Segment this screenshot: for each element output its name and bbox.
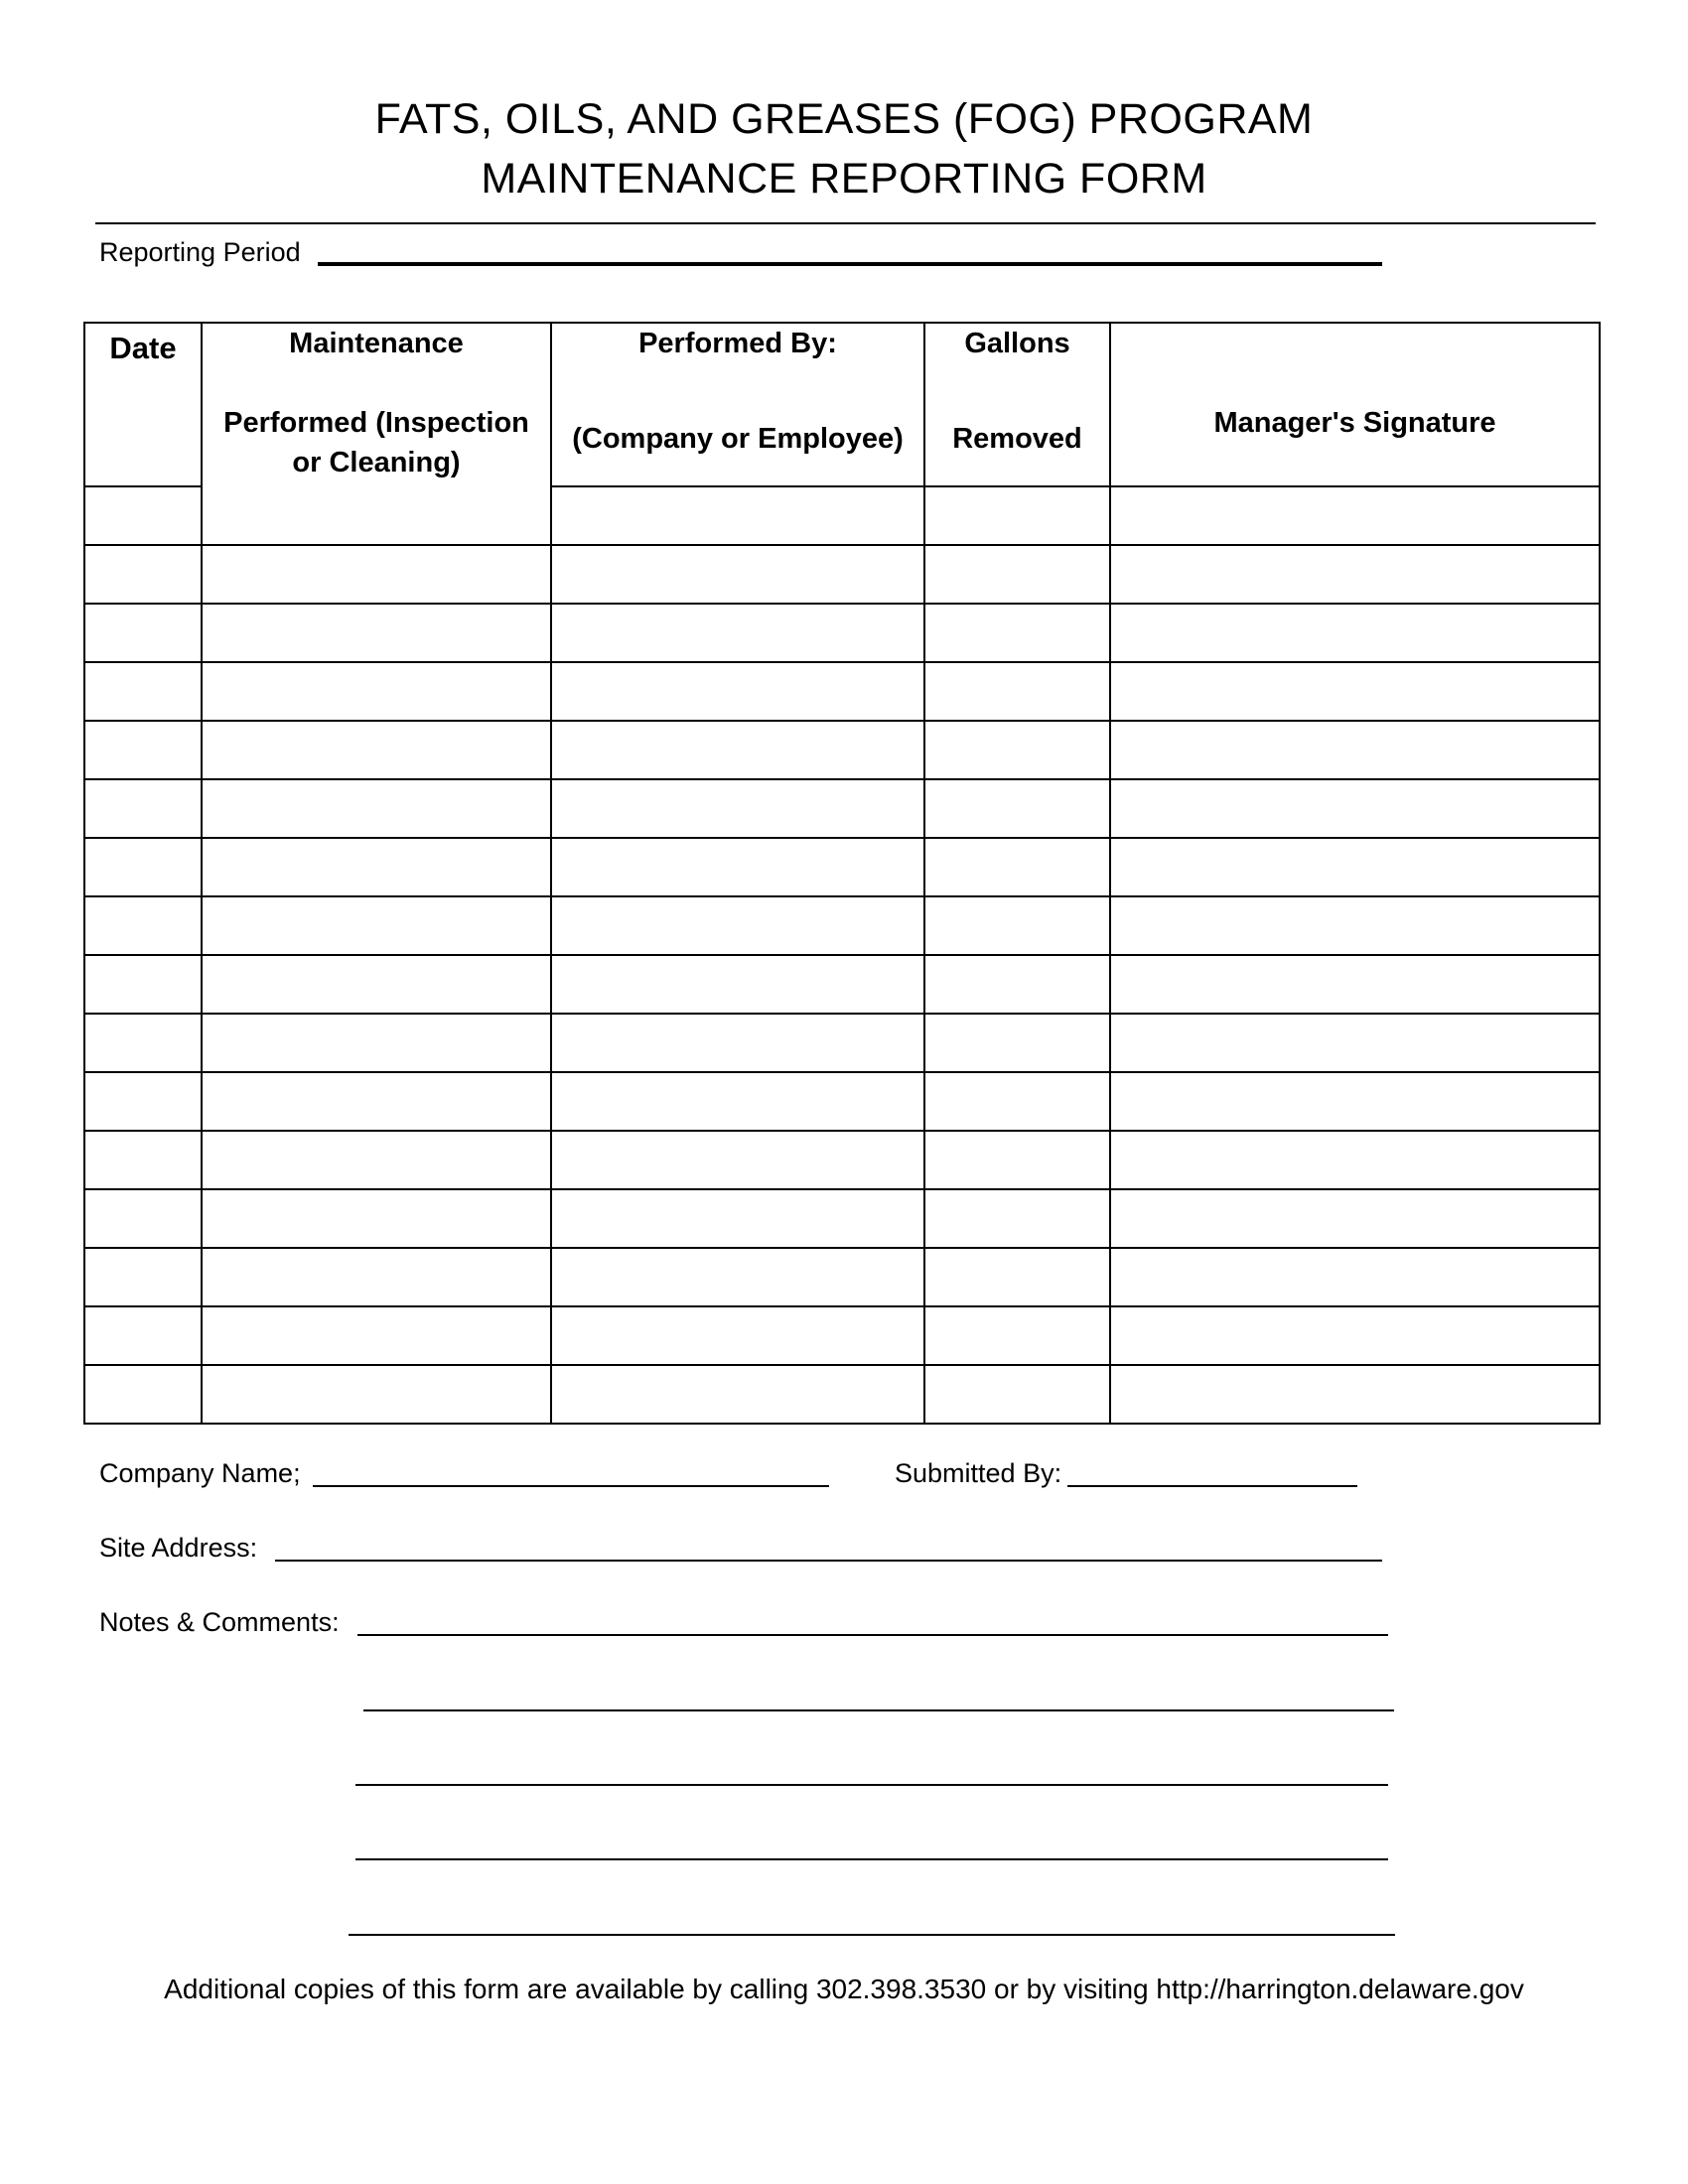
- performed-by-header-line1: Performed By:: [638, 328, 837, 359]
- date-cell[interactable]: [84, 721, 202, 779]
- gallons-cell[interactable]: [924, 662, 1110, 721]
- form-title: FATS, OILS, AND GREASES (FOG) PROGRAM: [374, 95, 1314, 143]
- gallons-cell[interactable]: [924, 1131, 1110, 1189]
- performed-by-header-line2: (Company or Employee): [572, 423, 904, 455]
- signature-cell[interactable]: [1110, 721, 1600, 779]
- gallons-cell[interactable]: [924, 779, 1110, 838]
- gallons-header-line1: Gallons: [964, 328, 1070, 359]
- performed-by-cell[interactable]: [551, 662, 924, 721]
- date-cell[interactable]: [84, 1306, 202, 1365]
- signature-cell[interactable]: [1110, 1365, 1600, 1424]
- date-cell[interactable]: [84, 1072, 202, 1131]
- maintenance-cell[interactable]: [202, 955, 551, 1014]
- signature-cell[interactable]: [1110, 545, 1600, 604]
- table-row: [84, 604, 1600, 662]
- performed-by-cell[interactable]: [551, 779, 924, 838]
- date-cell[interactable]: [84, 486, 202, 545]
- date-cell[interactable]: [84, 604, 202, 662]
- table-row: [84, 779, 1600, 838]
- maintenance-header-line2: Performed (Inspection: [223, 407, 529, 439]
- performed-by-cell[interactable]: [551, 721, 924, 779]
- maintenance-cell[interactable]: [202, 1014, 551, 1072]
- performed-by-cell[interactable]: [551, 1189, 924, 1248]
- performed-by-cell[interactable]: [551, 1365, 924, 1424]
- date-cell[interactable]: [84, 662, 202, 721]
- signature-cell[interactable]: [1110, 1014, 1600, 1072]
- table-row: [84, 896, 1600, 955]
- gallons-cell[interactable]: [924, 838, 1110, 896]
- notes-label: Notes & Comments:: [99, 1607, 340, 1637]
- notes-field-line[interactable]: [355, 1858, 1388, 1860]
- signature-column-header: [1110, 323, 1600, 486]
- performed-by-cell[interactable]: [551, 896, 924, 955]
- gallons-cell[interactable]: [924, 1248, 1110, 1306]
- table-row: [84, 1306, 1600, 1365]
- gallons-cell[interactable]: [924, 604, 1110, 662]
- form-subtitle: MAINTENANCE REPORTING FORM: [481, 155, 1207, 203]
- maintenance-cell[interactable]: [202, 1306, 551, 1365]
- maintenance-cell[interactable]: [202, 779, 551, 838]
- signature-header-label: Manager's Signature: [1213, 407, 1496, 439]
- submitted-by-field[interactable]: [1067, 1485, 1357, 1487]
- site-address-label: Site Address:: [99, 1533, 258, 1563]
- notes-field-line[interactable]: [349, 1934, 1395, 1936]
- site-address-field[interactable]: [275, 1560, 1382, 1562]
- table-row: [84, 1131, 1600, 1189]
- maintenance-cell[interactable]: [202, 838, 551, 896]
- date-cell[interactable]: [84, 1131, 202, 1189]
- date-column-header: [84, 323, 202, 486]
- gallons-cell[interactable]: [924, 1365, 1110, 1424]
- gallons-cell[interactable]: [924, 721, 1110, 779]
- maintenance-log-table: [83, 322, 1601, 1425]
- maintenance-cell[interactable]: [202, 1365, 551, 1424]
- notes-field-line[interactable]: [363, 1709, 1394, 1711]
- footer-note: Additional copies of this form are available by calling 302.398.3530 or by visiting http://harrington.delaware.gov: [164, 1974, 1524, 2004]
- table-row: [84, 1248, 1600, 1306]
- signature-cell[interactable]: [1110, 896, 1600, 955]
- reporting-period-label: Reporting Period: [99, 237, 301, 267]
- maintenance-header-line3: or Cleaning): [292, 447, 461, 478]
- maintenance-cell[interactable]: [202, 1072, 551, 1131]
- gallons-header-line2: Removed: [952, 423, 1082, 455]
- gallons-column-header: [924, 323, 1110, 486]
- date-cell[interactable]: [84, 838, 202, 896]
- signature-cell[interactable]: [1110, 1306, 1600, 1365]
- gallons-cell[interactable]: [924, 896, 1110, 955]
- signature-cell[interactable]: [1110, 779, 1600, 838]
- performed-by-cell[interactable]: [551, 1072, 924, 1131]
- signature-cell[interactable]: [1110, 486, 1600, 545]
- maintenance-cell[interactable]: [202, 721, 551, 779]
- performed-by-cell[interactable]: [551, 955, 924, 1014]
- date-cell[interactable]: [84, 545, 202, 604]
- date-cell[interactable]: [84, 1248, 202, 1306]
- gallons-cell[interactable]: [924, 1189, 1110, 1248]
- signature-cell[interactable]: [1110, 838, 1600, 896]
- maintenance-cell[interactable]: [202, 604, 551, 662]
- table-row: [84, 545, 1600, 604]
- table-row: [84, 838, 1600, 896]
- performed-by-cell[interactable]: [551, 604, 924, 662]
- table-row: [84, 1014, 1600, 1072]
- title-divider: [95, 222, 1596, 224]
- maintenance-cell[interactable]: [202, 1248, 551, 1306]
- submitted-by-label: Submitted By:: [895, 1458, 1062, 1488]
- signature-cell[interactable]: [1110, 604, 1600, 662]
- gallons-cell[interactable]: [924, 545, 1110, 604]
- performed-by-cell[interactable]: [551, 1306, 924, 1365]
- table-row: [84, 1189, 1600, 1248]
- signature-cell[interactable]: [1110, 1248, 1600, 1306]
- date-header-label: Date: [109, 331, 177, 365]
- performed-by-cell[interactable]: [551, 1131, 924, 1189]
- date-cell[interactable]: [84, 1014, 202, 1072]
- performed-by-column-header: [551, 323, 924, 486]
- maintenance-cell[interactable]: [202, 896, 551, 955]
- signature-cell[interactable]: [1110, 1131, 1600, 1189]
- table-row: [84, 721, 1600, 779]
- notes-field-line[interactable]: [357, 1634, 1388, 1636]
- table-row: [84, 955, 1600, 1014]
- gallons-cell[interactable]: [924, 1306, 1110, 1365]
- date-cell[interactable]: [84, 1189, 202, 1248]
- signature-cell[interactable]: [1110, 955, 1600, 1014]
- maintenance-column-header: [202, 323, 551, 545]
- performed-by-cell[interactable]: [551, 486, 924, 545]
- company-name-label: Company Name;: [99, 1458, 301, 1488]
- performed-by-cell[interactable]: [551, 1014, 924, 1072]
- maintenance-cell[interactable]: [202, 662, 551, 721]
- maintenance-cell[interactable]: [202, 545, 551, 604]
- reporting-period-field[interactable]: [318, 262, 1382, 266]
- date-cell[interactable]: [84, 955, 202, 1014]
- date-cell[interactable]: [84, 896, 202, 955]
- gallons-cell[interactable]: [924, 1014, 1110, 1072]
- table-row: [84, 662, 1600, 721]
- signature-cell[interactable]: [1110, 662, 1600, 721]
- performed-by-cell[interactable]: [551, 545, 924, 604]
- table-header-row: [84, 323, 1600, 486]
- performed-by-cell[interactable]: [551, 1248, 924, 1306]
- maintenance-cell[interactable]: [202, 1131, 551, 1189]
- notes-field-line[interactable]: [355, 1784, 1388, 1786]
- signature-cell[interactable]: [1110, 1189, 1600, 1248]
- gallons-cell[interactable]: [924, 955, 1110, 1014]
- date-cell[interactable]: [84, 1365, 202, 1424]
- gallons-cell[interactable]: [924, 486, 1110, 545]
- maintenance-header-line1: Maintenance: [289, 328, 464, 359]
- company-name-field[interactable]: [313, 1485, 829, 1487]
- performed-by-cell[interactable]: [551, 838, 924, 896]
- signature-cell[interactable]: [1110, 1072, 1600, 1131]
- maintenance-cell[interactable]: [202, 1189, 551, 1248]
- date-cell[interactable]: [84, 779, 202, 838]
- gallons-cell[interactable]: [924, 1072, 1110, 1131]
- table-row: [84, 1365, 1600, 1424]
- table-row: [84, 1072, 1600, 1131]
